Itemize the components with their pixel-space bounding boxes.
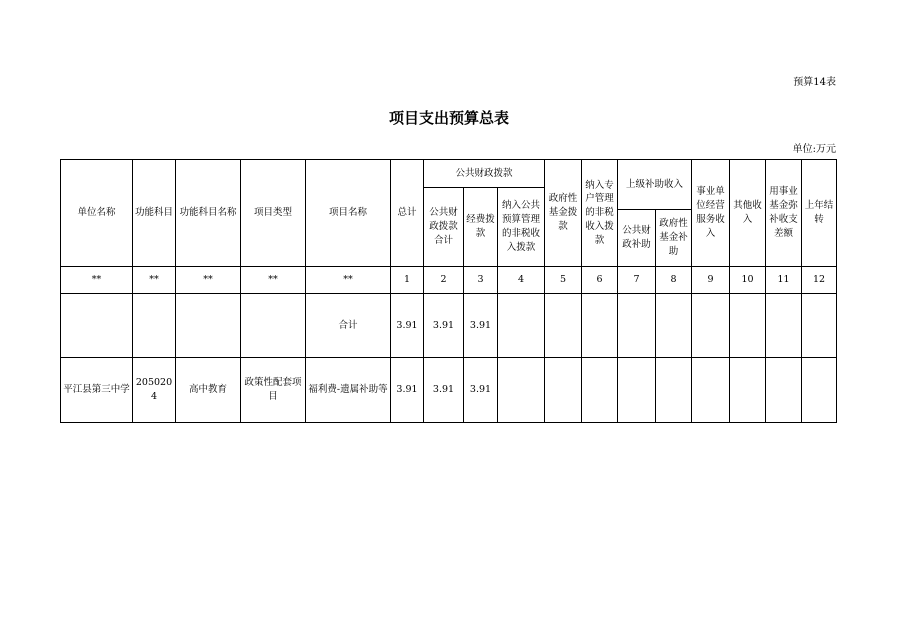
cell-fund-balance [766, 358, 802, 423]
cell-fund-balance [766, 294, 802, 358]
cell-project-name: 合计 [306, 294, 391, 358]
cell-superior-public [618, 358, 656, 423]
header-func-name: 功能科目名称 [176, 160, 241, 267]
cell-func-code [133, 294, 176, 358]
cell-public-finance-total: 3.91 [424, 294, 464, 358]
cell-budget-nontax [498, 294, 545, 358]
cell-public-finance-total: 3.91 [424, 358, 464, 423]
index-cell: 11 [766, 267, 802, 294]
cell-superior-gov-fund [656, 294, 692, 358]
cell-operating: 3.91 [464, 358, 498, 423]
index-cell: 5 [545, 267, 582, 294]
cell-other-income [730, 294, 766, 358]
header-public-finance: 公共财政拨款 [424, 160, 545, 188]
index-cell: 8 [656, 267, 692, 294]
index-cell: ** [61, 267, 133, 294]
cell-unit-name: 平江县第三中学 [61, 358, 133, 423]
header-budget-nontax: 纳入公共预算管理的非税收入拨款 [498, 188, 545, 267]
header-project-name: 项目名称 [306, 160, 391, 267]
cell-func-code: 2050204 [133, 358, 176, 423]
cell-superior-public [618, 294, 656, 358]
cell-business-income [692, 294, 730, 358]
header-superior-subsidy: 上级补助收入 [618, 160, 692, 210]
index-cell: ** [241, 267, 306, 294]
cell-business-income [692, 358, 730, 423]
table-row-total [61, 294, 837, 358]
header-superior-public: 公共财政补助 [618, 210, 656, 267]
index-cell: 9 [692, 267, 730, 294]
header-business-income: 事业单位经营服务收入 [692, 160, 730, 267]
cell-special-nontax [582, 294, 618, 358]
unit-label: 单位:万元 [792, 144, 836, 155]
cell-project-name: 福利费-遗属补助等 [306, 358, 391, 423]
index-cell: 1 [391, 267, 424, 294]
index-cell: ** [306, 267, 391, 294]
cell-unit-name [61, 294, 133, 358]
header-special-nontax: 纳入专户管理的非税收入拨款 [582, 160, 618, 267]
cell-total: 3.91 [391, 294, 424, 358]
cell-func-name: 高中教育 [176, 358, 241, 423]
header-other-income: 其他收入 [730, 160, 766, 267]
cell-carryover [802, 358, 837, 423]
index-cell: ** [176, 267, 241, 294]
index-cell: 6 [582, 267, 618, 294]
cell-budget-nontax [498, 358, 545, 423]
cell-carryover [802, 294, 837, 358]
cell-project-type [241, 294, 306, 358]
header-func-code: 功能科目 [133, 160, 176, 267]
cell-special-nontax [582, 358, 618, 423]
index-cell: 10 [730, 267, 766, 294]
table-row-project [61, 358, 837, 423]
header-total: 总计 [391, 160, 424, 267]
cell-gov-fund [545, 294, 582, 358]
index-row [61, 267, 837, 294]
header-public-finance-total: 公共财政拨款合计 [424, 188, 464, 267]
cell-other-income [730, 358, 766, 423]
budget-table [60, 159, 837, 423]
header-project-type: 项目类型 [241, 160, 306, 267]
header-carryover: 上年结转 [802, 160, 837, 267]
header-operating: 经费拨款 [464, 188, 498, 267]
index-cell: 4 [498, 267, 545, 294]
cell-superior-gov-fund [656, 358, 692, 423]
header-unit-name: 单位名称 [61, 160, 133, 267]
index-cell: 7 [618, 267, 656, 294]
header-fund-balance: 用事业基金弥补收支差额 [766, 160, 802, 267]
cell-project-type: 政策性配套项目 [241, 358, 306, 423]
header-superior-gov-fund: 政府性基金补助 [656, 210, 692, 267]
cell-gov-fund [545, 358, 582, 423]
header-gov-fund: 政府性基金拨款 [545, 160, 582, 267]
index-cell: 2 [424, 267, 464, 294]
cell-total: 3.91 [391, 358, 424, 423]
cell-operating: 3.91 [464, 294, 498, 358]
form-number: 预算14表 [793, 77, 836, 88]
index-cell: 3 [464, 267, 498, 294]
header-row-1 [61, 160, 837, 188]
page-title: 项目支出预算总表 [388, 109, 509, 127]
index-cell: ** [133, 267, 176, 294]
cell-func-name [176, 294, 241, 358]
index-cell: 12 [802, 267, 837, 294]
